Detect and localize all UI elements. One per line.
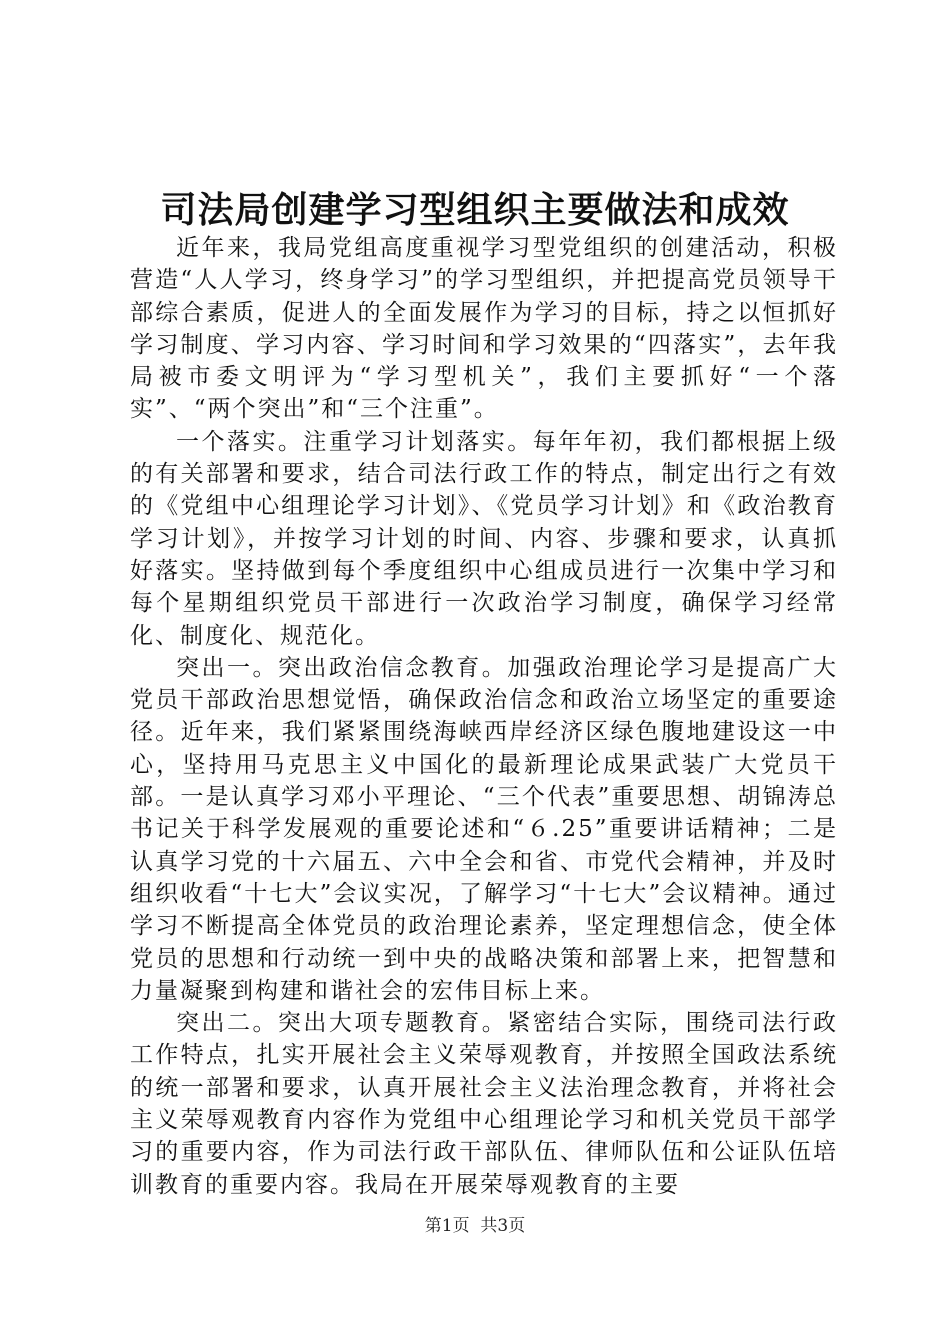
document-body xyxy=(130,232,838,1201)
document-title: 司法局创建学习型组织主要做法和成效 xyxy=(160,189,790,231)
page-number: 第1页 xyxy=(424,1216,470,1236)
paragraph-intro: 近年来，我局党组高度重视学习型党组织的创建活动，积极营造“人人学习，终身学习”的学习型组织，并把提高党员领导干部综合素质，促进人的全面发展作为学习的目标，持之以恒抓好学习制度、学习内容、学习时间和学习效果的“四落实”，去年我局被市委文明评为“学习型机关”，我们主要抓好“一个落实”、“两个突出”和“三个注重”。 xyxy=(130,235,838,423)
paragraph-one-implementation: 一个落实。注重学习计划落实。每年年初，我们都根据上级的有关部署和要求，结合司法行政工作的特点，制定出行之有效的《党组中心组理论学习计划》、《党员学习计划》和《政治教育学习计划》，并按学习计划的时间、内容、步骤和要求，认真抓好落实。坚持做到每个季度组织中心组成员进行一次集中学习和每个星期组织党员干部进行一次政治学习制度，确保学习经常化、制度化、规范化。 xyxy=(130,428,838,649)
page-total: 共3页 xyxy=(480,1216,526,1236)
paragraph-highlight-one: 突出一。突出政治信念教育。加强政治理论学习是提高广大党员干部政治思想觉悟，确保政治信念和政治立场坚定的重要途径。近年来，我们紧紧围绕海峡西岸经济区绿色腹地建设这一中心，坚持用马克思主义中国化的最新理论成果武装广大党员干部。一是认真学习邓小平理论、“三个代表”重要思想、胡锦涛总书记关于科学发展观的重要论述和“６.25”重要讲话精神；二是认真学习党的十六届五、六中全会和省、市党代会精神，并及时组织收看“十七大”会议实况，了解学习“十七大”会议精神。通过学习不断提高全体党员的政治理论素养，坚定理想信念，使全体党员的思想和行动统一到中央的战略决策和部署上来，把智慧和力量凝聚到构建和谐社会的宏伟目标上来。 xyxy=(130,654,838,1004)
page-footer xyxy=(0,1214,950,1238)
paragraph-highlight-two: 突出二。突出大项专题教育。紧密结合实际，围绕司法行政工作特点，扎实开展社会主义荣辱观教育，并按照全国政法系统的统一部署和要求，认真开展社会主义法治理念教育，并将社会主义荣辱观教育内容作为党组中心组理论学习和机关党员干部学习的重要内容，作为司法行政干部队伍、律师队伍和公证队伍培训教育的重要内容。我局在开展荣辱观教育的主要 xyxy=(130,1010,838,1198)
